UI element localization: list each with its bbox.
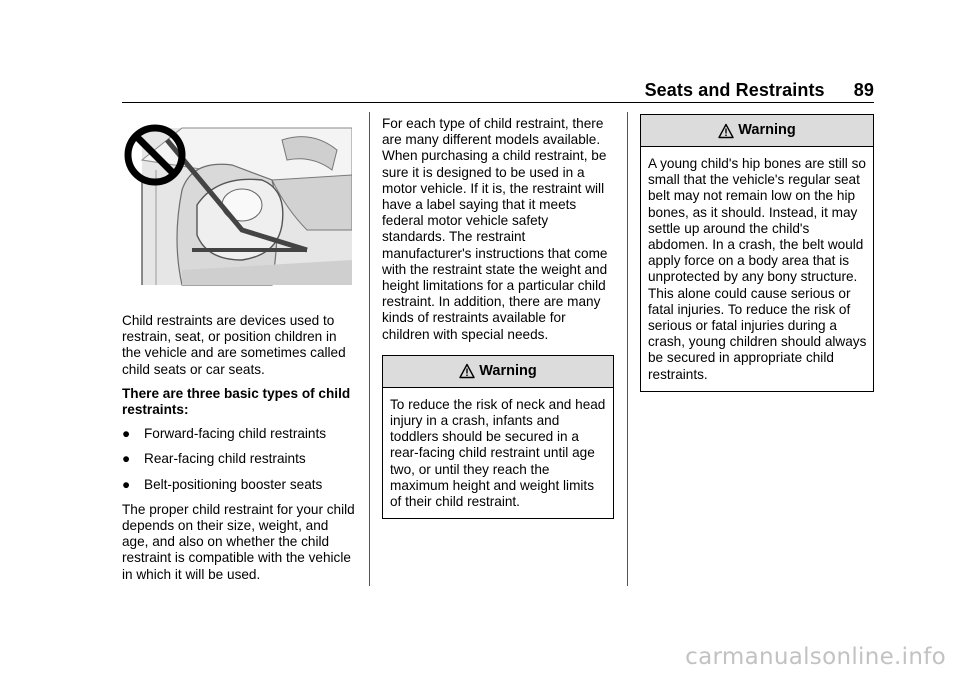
warning-header [383,356,613,388]
proper-restraint-paragraph: The proper child restraint for your child depends on their size, weight, and age, and also on whether the child restraint is compatible with the vehicle in which it will be used. [122,501,355,582]
page-number: 89 [853,80,874,100]
column-2 [382,116,614,519]
restraint-types-list [122,426,358,493]
warning-box [640,114,874,392]
types-heading: There are three basic types of child restraints: [122,385,351,418]
warning-title: Warning [479,363,537,380]
restraint-models-paragraph: For each type of child restraint, there are many different models available. When purchasing a child restraint, be sure it is designed to be used in a motor vehicle. If it is, the restraint will have a label saying that it meets federal motor vehicle safety standards. The restraint manufacturer's instructions that come with the restraint state the weight and height limitations for a particular child restraint. In addition, there are many kinds of restraints available for children with special needs. [382,116,608,342]
bullet-icon: ● [122,451,131,467]
intro-paragraph: Child restraints are devices used to restrain, seat, or position children in the vehicle and are sometimes called child seats or car seats. [122,313,346,377]
bullet-icon: ● [122,426,131,442]
warning-text: A young child's hip bones are still so small that the vehicle's regular seat belt may not remain low on the hip bones, as it should. Instead, it may settle up around the child's abdomen. In a crash, the belt would apply force on a body area that is unprotected by any bony structure. This alone could cause serious or fatal injuries. To reduce the risk of serious or fatal injuries during a crash, young children should always be secured in appropriate child restraints. [648,156,867,382]
header-rule [122,102,874,103]
column-3 [640,114,874,392]
column-divider [627,112,628,586]
warning-box [382,355,614,519]
child-seat-illustration [122,120,352,290]
warning-title: Warning [738,122,796,139]
warning-triangle-icon [718,123,734,139]
list-item: ● Belt-positioning booster seats [122,476,323,492]
watermark: carmanualsonline.info [685,644,946,670]
warning-text: To reduce the risk of neck and head injury in a crash, infants and toddlers should be secured in a rear-facing child restraint until age two, or until they reach the maximum height and weight limits of their child restraint. [390,396,606,510]
list-item: ● Forward-facing child restraints [122,426,327,442]
section-title: Seats and Restraints [644,80,825,100]
list-item: ● Rear-facing child restraints [122,451,306,467]
bullet-icon: ● [122,476,131,492]
warning-header [641,115,873,147]
column-divider [369,112,370,586]
column-1 [122,120,358,591]
child-seat-drawing [122,120,352,290]
page-header [645,80,874,101]
warning-triangle-icon [459,363,475,379]
